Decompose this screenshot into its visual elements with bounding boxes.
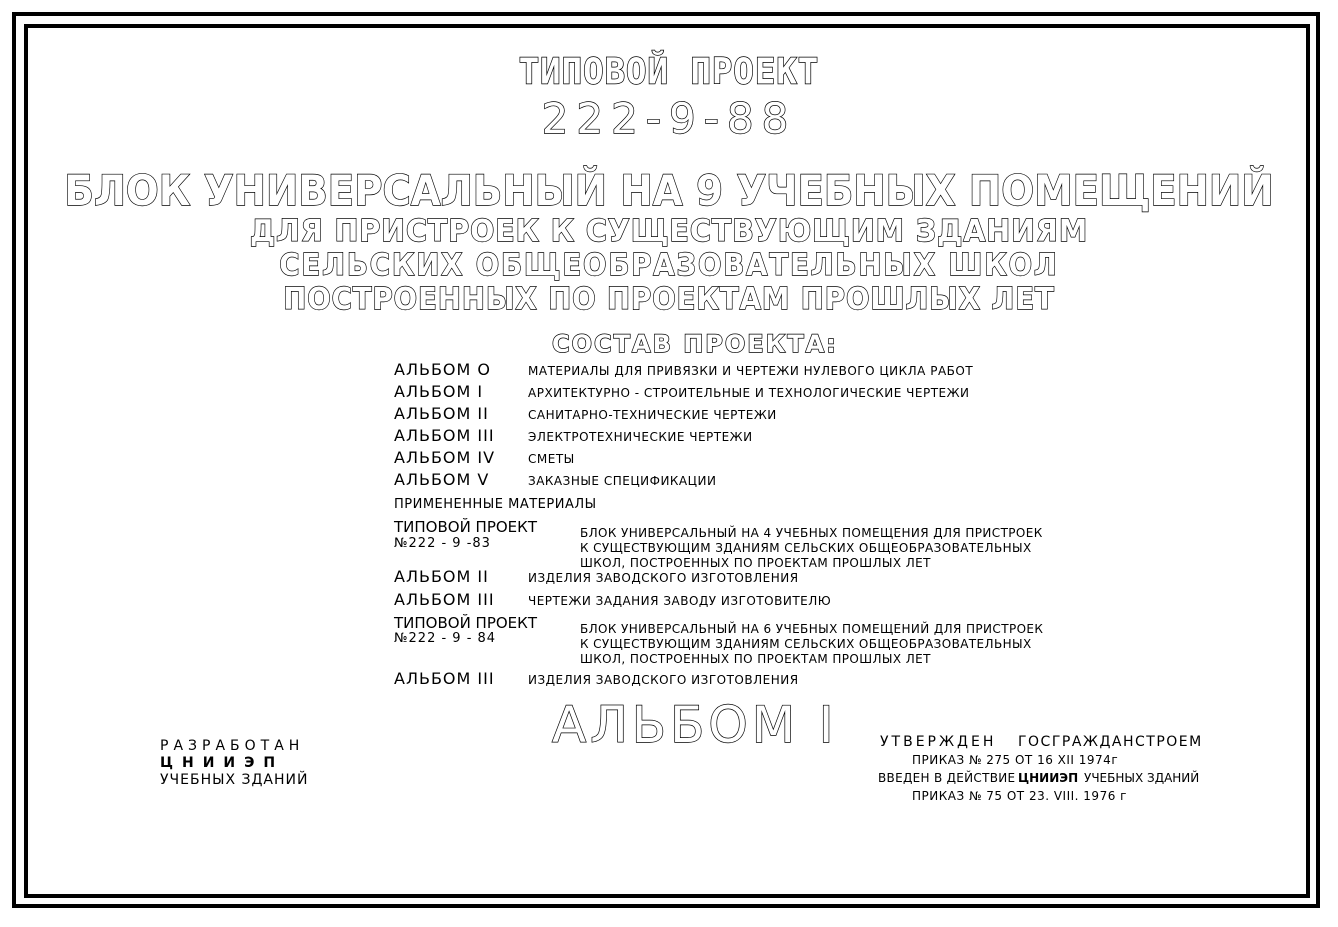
album-2-label: АЛЬБОМ II	[394, 404, 489, 423]
album-4-label: АЛЬБОМ IV	[394, 448, 496, 467]
header-subtitle-1: ДЛЯ ПРИСТРОЕК К СУЩЕСТВУЮЩИМ ЗДАНИЯМ	[249, 214, 1089, 249]
album-title: АЛЬБОМ I	[552, 696, 838, 754]
album-0-desc: МАТЕРИАЛЫ ДЛЯ ПРИВЯЗКИ И ЧЕРТЕЖИ НУЛЕВОГО ЦИКЛА РАБОТ	[528, 364, 974, 378]
header-block-title: БЛОК УНИВЕРСАЛЬНЫЙ НА 9 УЧЕБНЫХ ПОМЕЩЕНИЙ	[64, 166, 1274, 215]
header-type-project: ТИПОВОЙ ПРОЕКТ	[518, 51, 820, 93]
header-project-number: 222-9-88	[541, 94, 797, 143]
applied-project1-album-1-label: АЛЬБОМ III	[394, 590, 495, 609]
applied-project2-album-0-label: АЛЬБОМ III	[394, 669, 495, 688]
album-5-label: АЛЬБОМ V	[394, 470, 490, 489]
album-3-desc: ЭЛЕКТРОТЕХНИЧЕСКИЕ ЧЕРТЕЖИ	[528, 430, 753, 444]
applied-project2-number: №222 - 9 - 84	[394, 631, 497, 646]
header-subtitle-2: СЕЛЬСКИХ ОБЩЕОБРАЗОВАТЕЛЬНЫХ ШКОЛ	[279, 248, 1059, 283]
developer-line-1: РАЗРАБОТАН	[160, 738, 305, 754]
album-1-desc: АРХИТЕКТУРНО - СТРОИТЕЛЬНЫЕ И ТЕХНОЛОГИЧЕСКИЕ ЧЕРТЕЖИ	[528, 386, 970, 400]
header-subtitle-3: ПОСТРОЕННЫХ ПО ПРОЕКТАМ ПРОШЛЫХ ЛЕТ	[283, 282, 1055, 317]
applied-project2-desc-2: К СУЩЕСТВУЮЩИМ ЗДАНИЯМ СЕЛЬСКИХ ОБЩЕОБРАЗОВАТЕЛЬНЫХ	[580, 637, 1032, 651]
applied-project1-album-0-label: АЛЬБОМ II	[394, 567, 489, 586]
album-4-desc: СМЕТЫ	[528, 452, 575, 466]
applied-project2-desc-1: БЛОК УНИВЕРСАЛЬНЫЙ НА 6 УЧЕБНЫХ ПОМЕЩЕНИЙ ДЛЯ ПРИСТРОЕК	[580, 622, 1044, 636]
applied-project1-album-1-desc: ЧЕРТЕЖИ ЗАДАНИЯ ЗАВОДУ ИЗГОТОВИТЕЛЮ	[528, 594, 832, 608]
approval-approved: УТВЕРЖДЕН	[880, 734, 997, 750]
applied-project2-desc-3: ШКОЛ, ПОСТРОЕННЫХ ПО ПРОЕКТАМ ПРОШЛЫХ ЛЕТ	[580, 652, 931, 666]
approval-institute-dept: УЧЕБНЫХ ЗДАНИЙ	[1084, 771, 1200, 785]
approval-order-2: ПРИКАЗ № 75 ОТ 23. VIII. 1976 г	[912, 789, 1127, 803]
applied-title: ПРИМЕНЕННЫЕ МАТЕРИАЛЫ	[394, 497, 597, 512]
composition-title: СОСТАВ ПРОЕКТА:	[552, 330, 838, 358]
approval-order-1: ПРИКАЗ № 275 ОТ 16 XII 1974г	[912, 753, 1119, 767]
approval-institute: ЦНИИЭП	[1018, 771, 1079, 785]
album-5-desc: ЗАКАЗНЫЕ СПЕЦИФИКАЦИИ	[528, 474, 717, 488]
applied-project1-album-0-desc: ИЗДЕЛИЯ ЗАВОДСКОГО ИЗГОТОВЛЕНИЯ	[528, 571, 799, 585]
album-0-label: АЛЬБОМ О	[394, 360, 492, 379]
developer-line-2: ЦНИИЭП	[160, 755, 285, 771]
applied-project2-album-0-desc: ИЗДЕЛИЯ ЗАВОДСКОГО ИЗГОТОВЛЕНИЯ	[528, 673, 799, 687]
album-3-label: АЛЬБОМ III	[394, 426, 495, 445]
approval-authority: ГОСГРАЖДАНСТРОЕМ	[1018, 734, 1203, 750]
applied-project2-label: ТИПОВОЙ ПРОЕКТ	[394, 614, 537, 632]
approval-introduced: ВВЕДЕН В ДЕЙСТВИЕ	[878, 771, 1016, 785]
applied-project1-label: ТИПОВОЙ ПРОЕКТ	[394, 518, 537, 536]
album-2-desc: САНИТАРНО-ТЕХНИЧЕСКИЕ ЧЕРТЕЖИ	[528, 408, 777, 422]
developer-line-3: УЧЕБНЫХ ЗДАНИЙ	[160, 772, 309, 788]
applied-project1-desc-2: К СУЩЕСТВУЮЩИМ ЗДАНИЯМ СЕЛЬСКИХ ОБЩЕОБРАЗОВАТЕЛЬНЫХ	[580, 541, 1032, 555]
applied-project1-number: №222 - 9 -83	[394, 536, 491, 551]
applied-project1-desc-3: ШКОЛ, ПОСТРОЕННЫХ ПО ПРОЕКТАМ ПРОШЛЫХ ЛЕТ	[580, 556, 931, 570]
album-1-label: АЛЬБОМ I	[394, 382, 484, 401]
applied-project1-desc-1: БЛОК УНИВЕРСАЛЬНЫЙ НА 4 УЧЕБНЫХ ПОМЕЩЕНИЯ ДЛЯ ПРИСТРОЕК	[580, 526, 1043, 540]
